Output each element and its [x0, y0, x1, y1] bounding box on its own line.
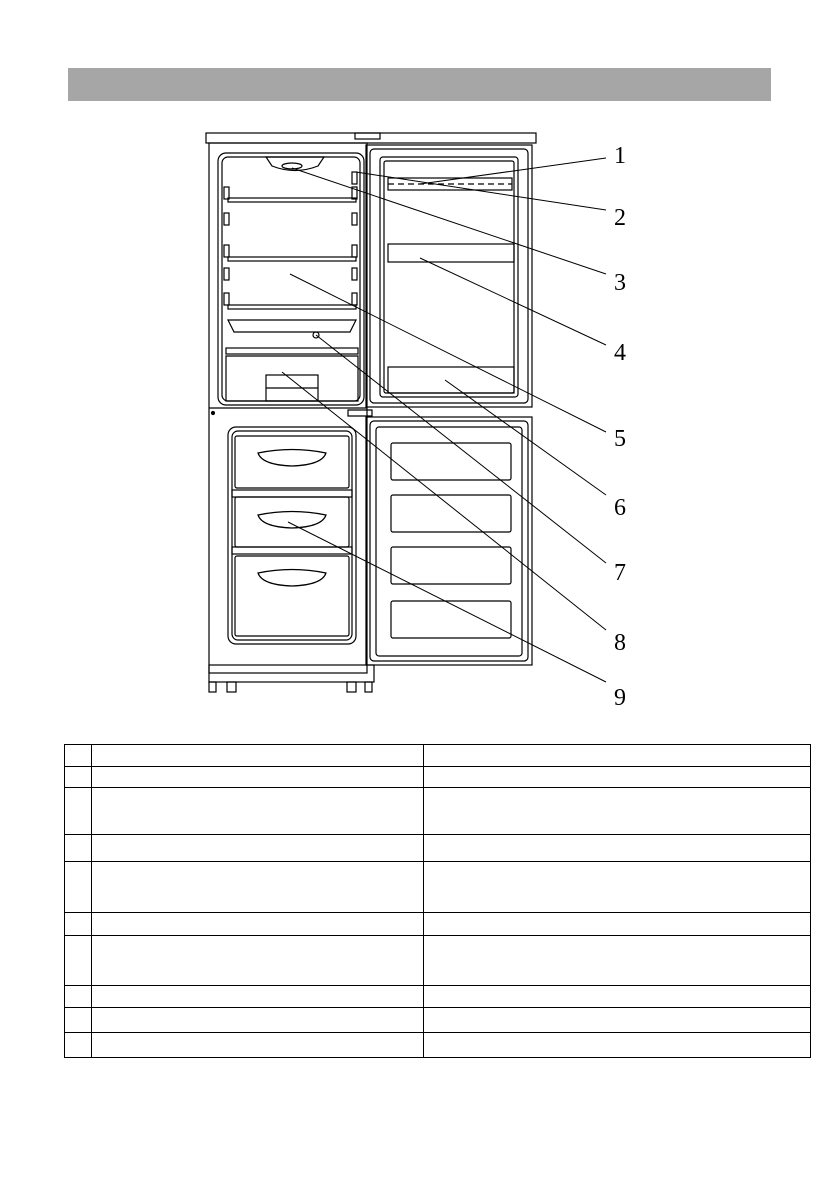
table-cell: [65, 862, 92, 912]
table-row: [65, 745, 811, 767]
table-cell: [424, 985, 811, 1007]
callout-3: 3: [614, 270, 626, 296]
table-cell: [65, 1032, 92, 1057]
table-row: [65, 835, 811, 862]
callout-9: 9: [614, 685, 626, 711]
door-balcony-bottom: [388, 367, 514, 393]
crisper-box: [226, 356, 358, 401]
table-cell: [424, 835, 811, 862]
table-cell: [65, 985, 92, 1007]
table-cell: [424, 862, 811, 912]
table-cell: [65, 912, 92, 935]
table-cell: [92, 935, 424, 985]
table-cell: [92, 1032, 424, 1057]
top-hinge: [355, 133, 380, 139]
table-cell: [424, 1032, 811, 1057]
cabinet-top: [206, 133, 536, 143]
table-row: [65, 935, 811, 985]
table-row: [65, 862, 811, 912]
table-row: [65, 1007, 811, 1032]
thermostat-knob: [352, 172, 357, 184]
callout-8: 8: [614, 630, 626, 656]
table-cell: [92, 912, 424, 935]
table-cell: [65, 835, 92, 862]
table-cell: [92, 788, 424, 835]
lower-door-gasket: [370, 421, 528, 661]
callout-6: 6: [614, 495, 626, 521]
table-cell: [424, 1007, 811, 1032]
table-row: [65, 1032, 811, 1057]
callout-1: 1: [614, 143, 626, 169]
freezer-liner: [232, 431, 352, 640]
table-row: [65, 788, 811, 835]
table-row: [65, 767, 811, 788]
table-cell: [424, 767, 811, 788]
cabinet-rivet: [212, 412, 215, 415]
table-cell: [424, 788, 811, 835]
table-cell: [92, 835, 424, 862]
table-row: [65, 985, 811, 1007]
table-cell: [92, 767, 424, 788]
table-cell: [92, 985, 424, 1007]
cabinet-feet: [209, 682, 372, 692]
table-cell: [65, 788, 92, 835]
table-cell: [424, 912, 811, 935]
fridge-compartment: [218, 153, 364, 405]
leader-lines: [282, 158, 606, 682]
table-row: [65, 912, 811, 935]
table-cell: [65, 935, 92, 985]
table-cell: [92, 1007, 424, 1032]
table-cell: [424, 935, 811, 985]
door-balcony-middle: [388, 244, 514, 262]
parts-table: [64, 744, 811, 1058]
table-cell: [65, 745, 92, 767]
table-cell: [92, 862, 424, 912]
table-cell: [424, 745, 811, 767]
door-latch: [348, 410, 372, 416]
table-cell: [65, 1007, 92, 1032]
callout-4: 4: [614, 340, 626, 366]
fridge-liner: [222, 157, 360, 401]
freezer-compartment: [228, 427, 356, 644]
callout-2: 2: [614, 205, 626, 231]
table-cell: [65, 767, 92, 788]
callout-5: 5: [614, 426, 626, 452]
callout-7: 7: [614, 560, 626, 586]
freezer-drawers: [232, 436, 352, 636]
table-cell: [92, 745, 424, 767]
fridge-shelves: [226, 198, 358, 354]
upper-door-gasket: [370, 149, 528, 403]
shelf-supports: [224, 187, 357, 305]
